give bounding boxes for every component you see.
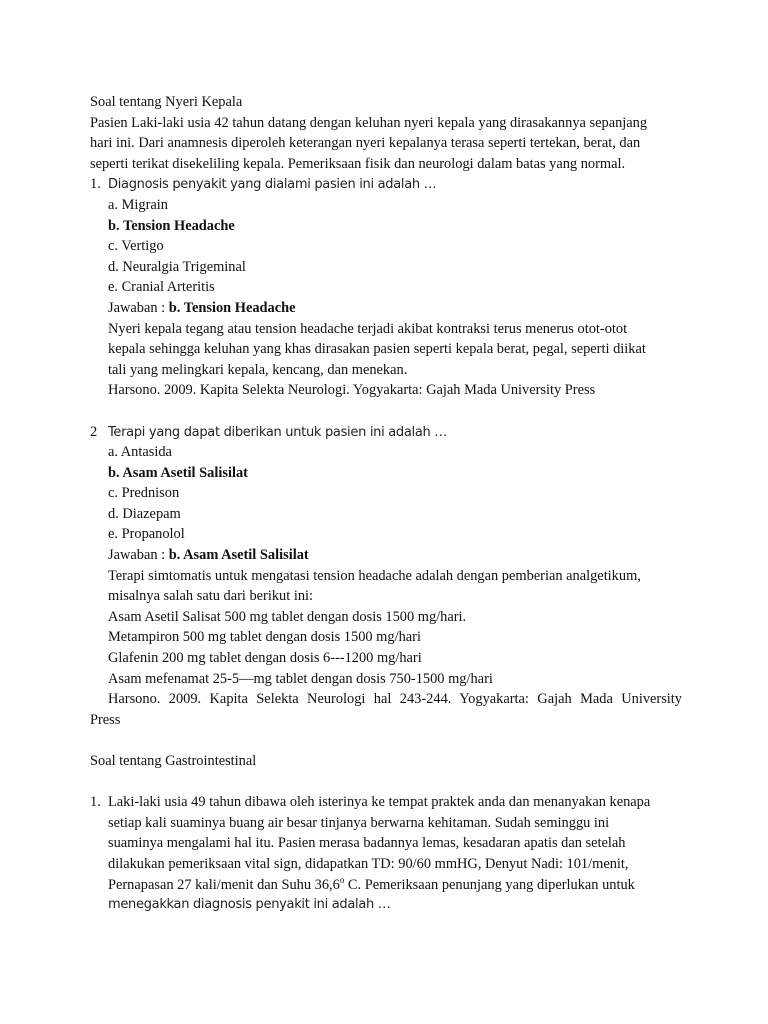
reference: Harsono. 2009. Kapita Selekta Neurologi. Yogyakarta: Gajah Mada University Press [108,382,596,399]
case-intro-line: hari ini. Dari anamnesis diperoleh keterangan nyeri kepalanya terasa seperti tertekan, berat, dan [90,135,641,152]
dosage-line: Metampiron 500 mg tablet dengan dosis 1500 mg/hari [108,629,421,646]
question-number: 2 [90,423,98,440]
case-intro-line: Pasien Laki-laki usia 42 tahun datang dengan keluhan nyeri kepala yang dirasakannya sepanjang [90,114,648,131]
correct-option: b. Tension Headache [108,217,235,234]
question-number: 1. [90,794,101,811]
case-intro-line: seperti terikat disekeliling kepala. Pemeriksaan fisik dan neurologi dalam batas yang normal. [90,155,626,172]
reference: Harsono. 2009. Kapita Selekta Neurologi hal 243-244. Yogyakarta: Gajah Mada University [108,691,682,708]
explanation-line: misalnya salah satu dari berikut ini: [108,588,314,605]
question-prompt: menegakkan diagnosis penyakit ini adalah … [108,897,391,913]
answer-prefix: Jawaban : [108,547,169,564]
section-title: Soal tentang Nyeri Kepala [90,94,243,110]
question-text-line [90,875,682,896]
dosage-line: Asam Asetil Salisat 500 mg tablet dengan dosis 1500 mg/hari. [108,608,467,625]
section-title: Soal tentang Gastrointestinal [90,753,257,769]
dosage-line: Asam mefenamat 25-5—mg tablet dengan dosis 750-1500 mg/hari [108,670,493,687]
answer-value: b. Asam Asetil Salisilat [168,547,309,564]
dosage-line: Glafenin 200 mg tablet dengan dosis 6---1200 mg/hari [108,650,422,667]
question-text-line: suaminya mengalami hal itu. Pasien merasa badannya lemas, kesadaran apatis dan setelah [108,835,626,852]
answer-line [90,545,682,566]
answer-value: b. Tension Headache [168,299,296,316]
option-b [90,216,682,237]
question-text: Terapi yang dapat diberikan untuk pasien ini adalah … [108,424,447,440]
question-1 [90,792,682,813]
answer-line [90,298,682,319]
correct-option: b. Asam Asetil Salisilat [108,464,248,481]
question-number: 1. [90,176,101,193]
degree-superscript: o [339,874,345,885]
explanation-line: Nyeri kepala tegang atau tension headache terjadi akibat kontraksi terus menerus otot-otot [108,320,628,337]
explanation-line: tali yang melingkari kepala, kencang, dan menekan. [108,361,408,378]
document-page [90,92,682,916]
option-c: c. Vertigo [108,238,164,255]
reference-continued: Press [90,711,121,728]
option-e: e. Propanolol [108,526,185,543]
vital-signs-text: Pernapasan 27 kali/menit dan Suhu 36,6 [108,876,340,893]
question-text: Diagnosis penyakit yang dialami pasien ini adalah … [108,177,437,193]
question-1 [90,174,682,195]
option-d: d. Diazepam [108,505,181,522]
question-2 [90,422,682,443]
question-text-line: setiap kali suaminya buang air besar tinjanya berwarna kehitaman. Sudah seminggu ini [108,814,610,831]
explanation-line: kepala sehingga keluhan yang khas dirasakan pasien seperti kepala berat, pegal, seperti diikat [108,341,646,358]
option-e: e. Cranial Arteritis [108,279,215,296]
vital-signs-text-continued: C. Pemeriksaan penunjang yang diperlukan untuk [344,876,635,893]
question-text-line: dilakukan pemeriksaan vital sign, didapatkan TD: 90/60 mmHG, Denyut Nadi: 101/menit, [108,855,629,872]
option-a: a. Antasida [108,444,172,461]
option-c: c. Prednison [108,485,180,502]
option-b [90,463,682,484]
option-a: a. Migrain [108,196,168,213]
answer-prefix: Jawaban : [108,299,169,316]
question-text: Laki-laki usia 49 tahun dibawa oleh isterinya ke tempat praktek anda dan menanyakan kenapa [108,794,651,811]
explanation-line: Terapi simtomatis untuk mengatasi tension headache adalah dengan pemberian analgetikum, [108,567,641,584]
option-d: d. Neuralgia Trigeminal [108,258,246,275]
